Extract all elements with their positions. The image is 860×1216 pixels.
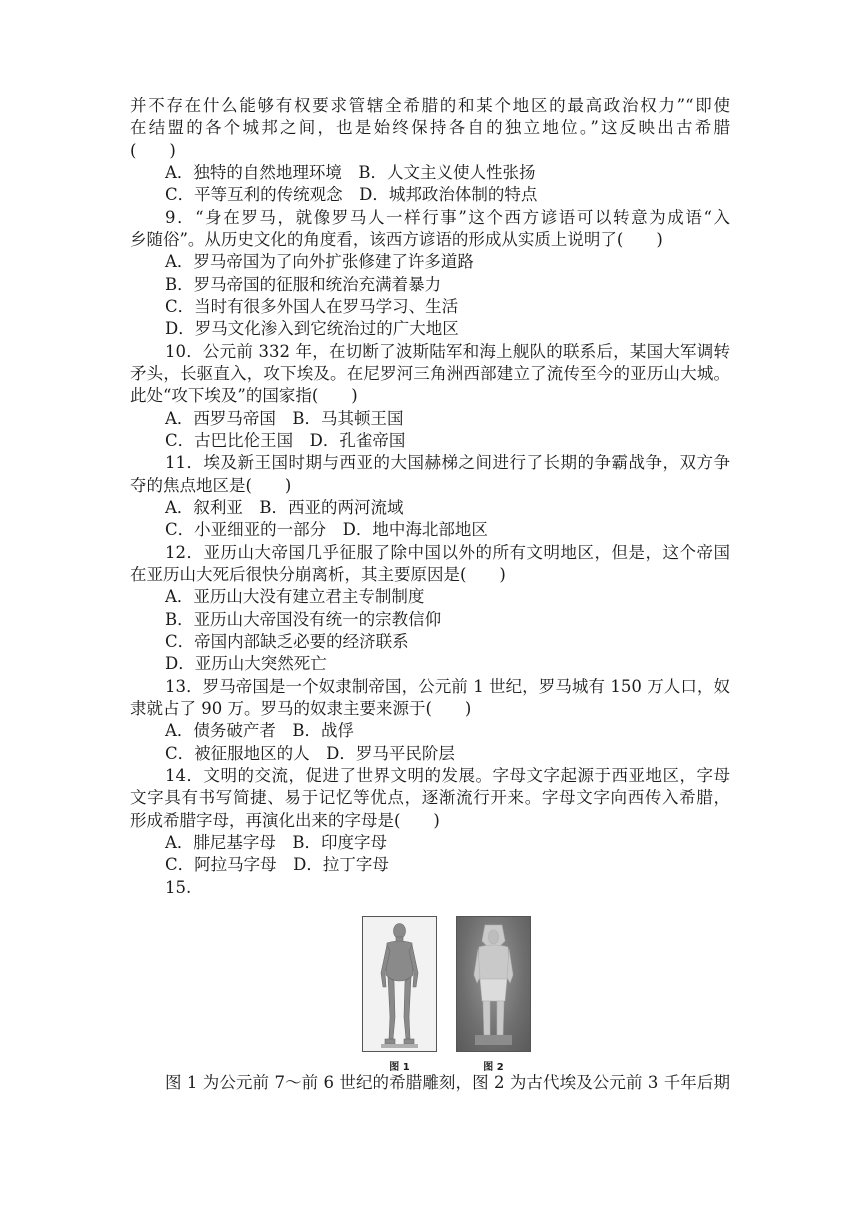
- text-line: C．小亚细亚的一部分 D．地中海北部地区: [165, 520, 488, 540]
- figure-statues: [362, 916, 534, 1076]
- text-line: 乡随俗”。从历史文化的角度看，该西方谚语的形成从实质上说明了( ): [130, 230, 663, 249]
- text-line: 15.: [165, 877, 192, 897]
- text-line: 14．文明的交流，促进了世界文明的发展。字母文字起源于西亚地区，字母: [165, 765, 730, 785]
- text-line: 在结盟的各个城邦之间，也是始终保持各自的独立地位。”这反映出古希腊: [130, 118, 730, 138]
- egyptian-statue-icon: [457, 917, 530, 1051]
- text-line: C．被征服地区的人 D．罗马平民阶层: [165, 743, 455, 763]
- figure-1-caption: 图 1: [389, 1062, 410, 1073]
- text-line: A．独特的自然地理环境 B．人文主义使人性张扬: [165, 163, 536, 182]
- text-line: C．阿拉马字母 D．拉丁字母: [165, 855, 389, 875]
- text-line: A．西罗马帝国 B．马其顿王国: [165, 408, 404, 428]
- text-line: 矛头，长驱直入，攻下埃及。在尼罗河三角洲西部建立了流传至今的亚历山大城。: [130, 364, 730, 383]
- text-line: C．帝国内部缺乏必要的经济联系: [165, 631, 409, 651]
- text-line: C．当时有很多外国人在罗马学习、生活: [165, 297, 459, 316]
- text-line: C．古巴比伦王国 D．孔雀帝国: [165, 430, 406, 450]
- text-line: 并不存在什么能够有权要求管辖全希腊的和某个地区的最高政治权力”“即使: [130, 96, 730, 115]
- greek-kouros-statue-icon: [363, 917, 436, 1051]
- text-line: 夺的焦点地区是( ): [130, 475, 292, 495]
- text-line: D．罗马文化渗入到它统治过的广大地区: [165, 319, 459, 339]
- text-line: 11．埃及新王国时期与西亚的大国赫梯之间进行了长期的争霸战争，双方争: [165, 453, 730, 473]
- figure-description-line: 图 1 为公元前 7～前 6 世纪的希腊雕刻，图 2 为古代埃及公元前 3 千年后期: [165, 1073, 730, 1092]
- text-line: C．平等互利的传统观念 D．城邦政治体制的特点: [165, 185, 538, 205]
- text-line: 10．公元前 332 年，在切断了波斯陆军和海上舰队的联系后，某国大军调转: [165, 341, 730, 361]
- text-line: 此处“攻下埃及”的国家指( ): [130, 386, 358, 406]
- text-line: B．罗马帝国的征服和统治充满着暴力: [165, 274, 442, 294]
- egyptian-statue-image: [456, 916, 531, 1052]
- text-line: 形成希腊字母，再演化出来的字母是( ): [130, 810, 440, 830]
- text-line: 13．罗马帝国是一个奴隶制帝国，公元前 1 世纪，罗马城有 150 万人口，奴: [165, 676, 730, 696]
- figure-2-caption: 图 2: [483, 1062, 504, 1073]
- greek-statue-image: [362, 916, 437, 1052]
- text-line: B．亚历山大帝国没有统一的宗教信仰: [165, 609, 442, 629]
- text-line: 隶就占了 90 万。罗马的奴隶主要来源于( ): [130, 698, 472, 718]
- text-line: D．亚历山大突然死亡: [165, 654, 327, 674]
- text-line: 9．“身在罗马，就像罗马人一样行事”这个西方谚语可以转意为成语“入: [165, 207, 730, 227]
- text-line: A．债务破产者 B．战俘: [165, 721, 355, 741]
- text-line: A．亚历山大没有建立君主专制制度: [165, 587, 425, 607]
- text-line: 12．亚历山大帝国几乎征服了除中国以外的所有文明地区，但是，这个帝国: [165, 542, 730, 562]
- text-line: 在亚历山大死后很快分崩离析，其主要原因是( ): [130, 564, 506, 584]
- text-line: A．叙利亚 B．西亚的两河流域: [165, 497, 404, 517]
- text-line: A．罗马帝国为了向外扩张修建了许多道路: [165, 252, 474, 272]
- text-line: ( ): [130, 140, 176, 160]
- text-line: 文字具有书写简捷、易于记忆等优点，逐渐流行开来。字母文字向西传入希腊，: [130, 788, 730, 808]
- text-line: A．腓尼基字母 B．印度字母: [165, 832, 388, 852]
